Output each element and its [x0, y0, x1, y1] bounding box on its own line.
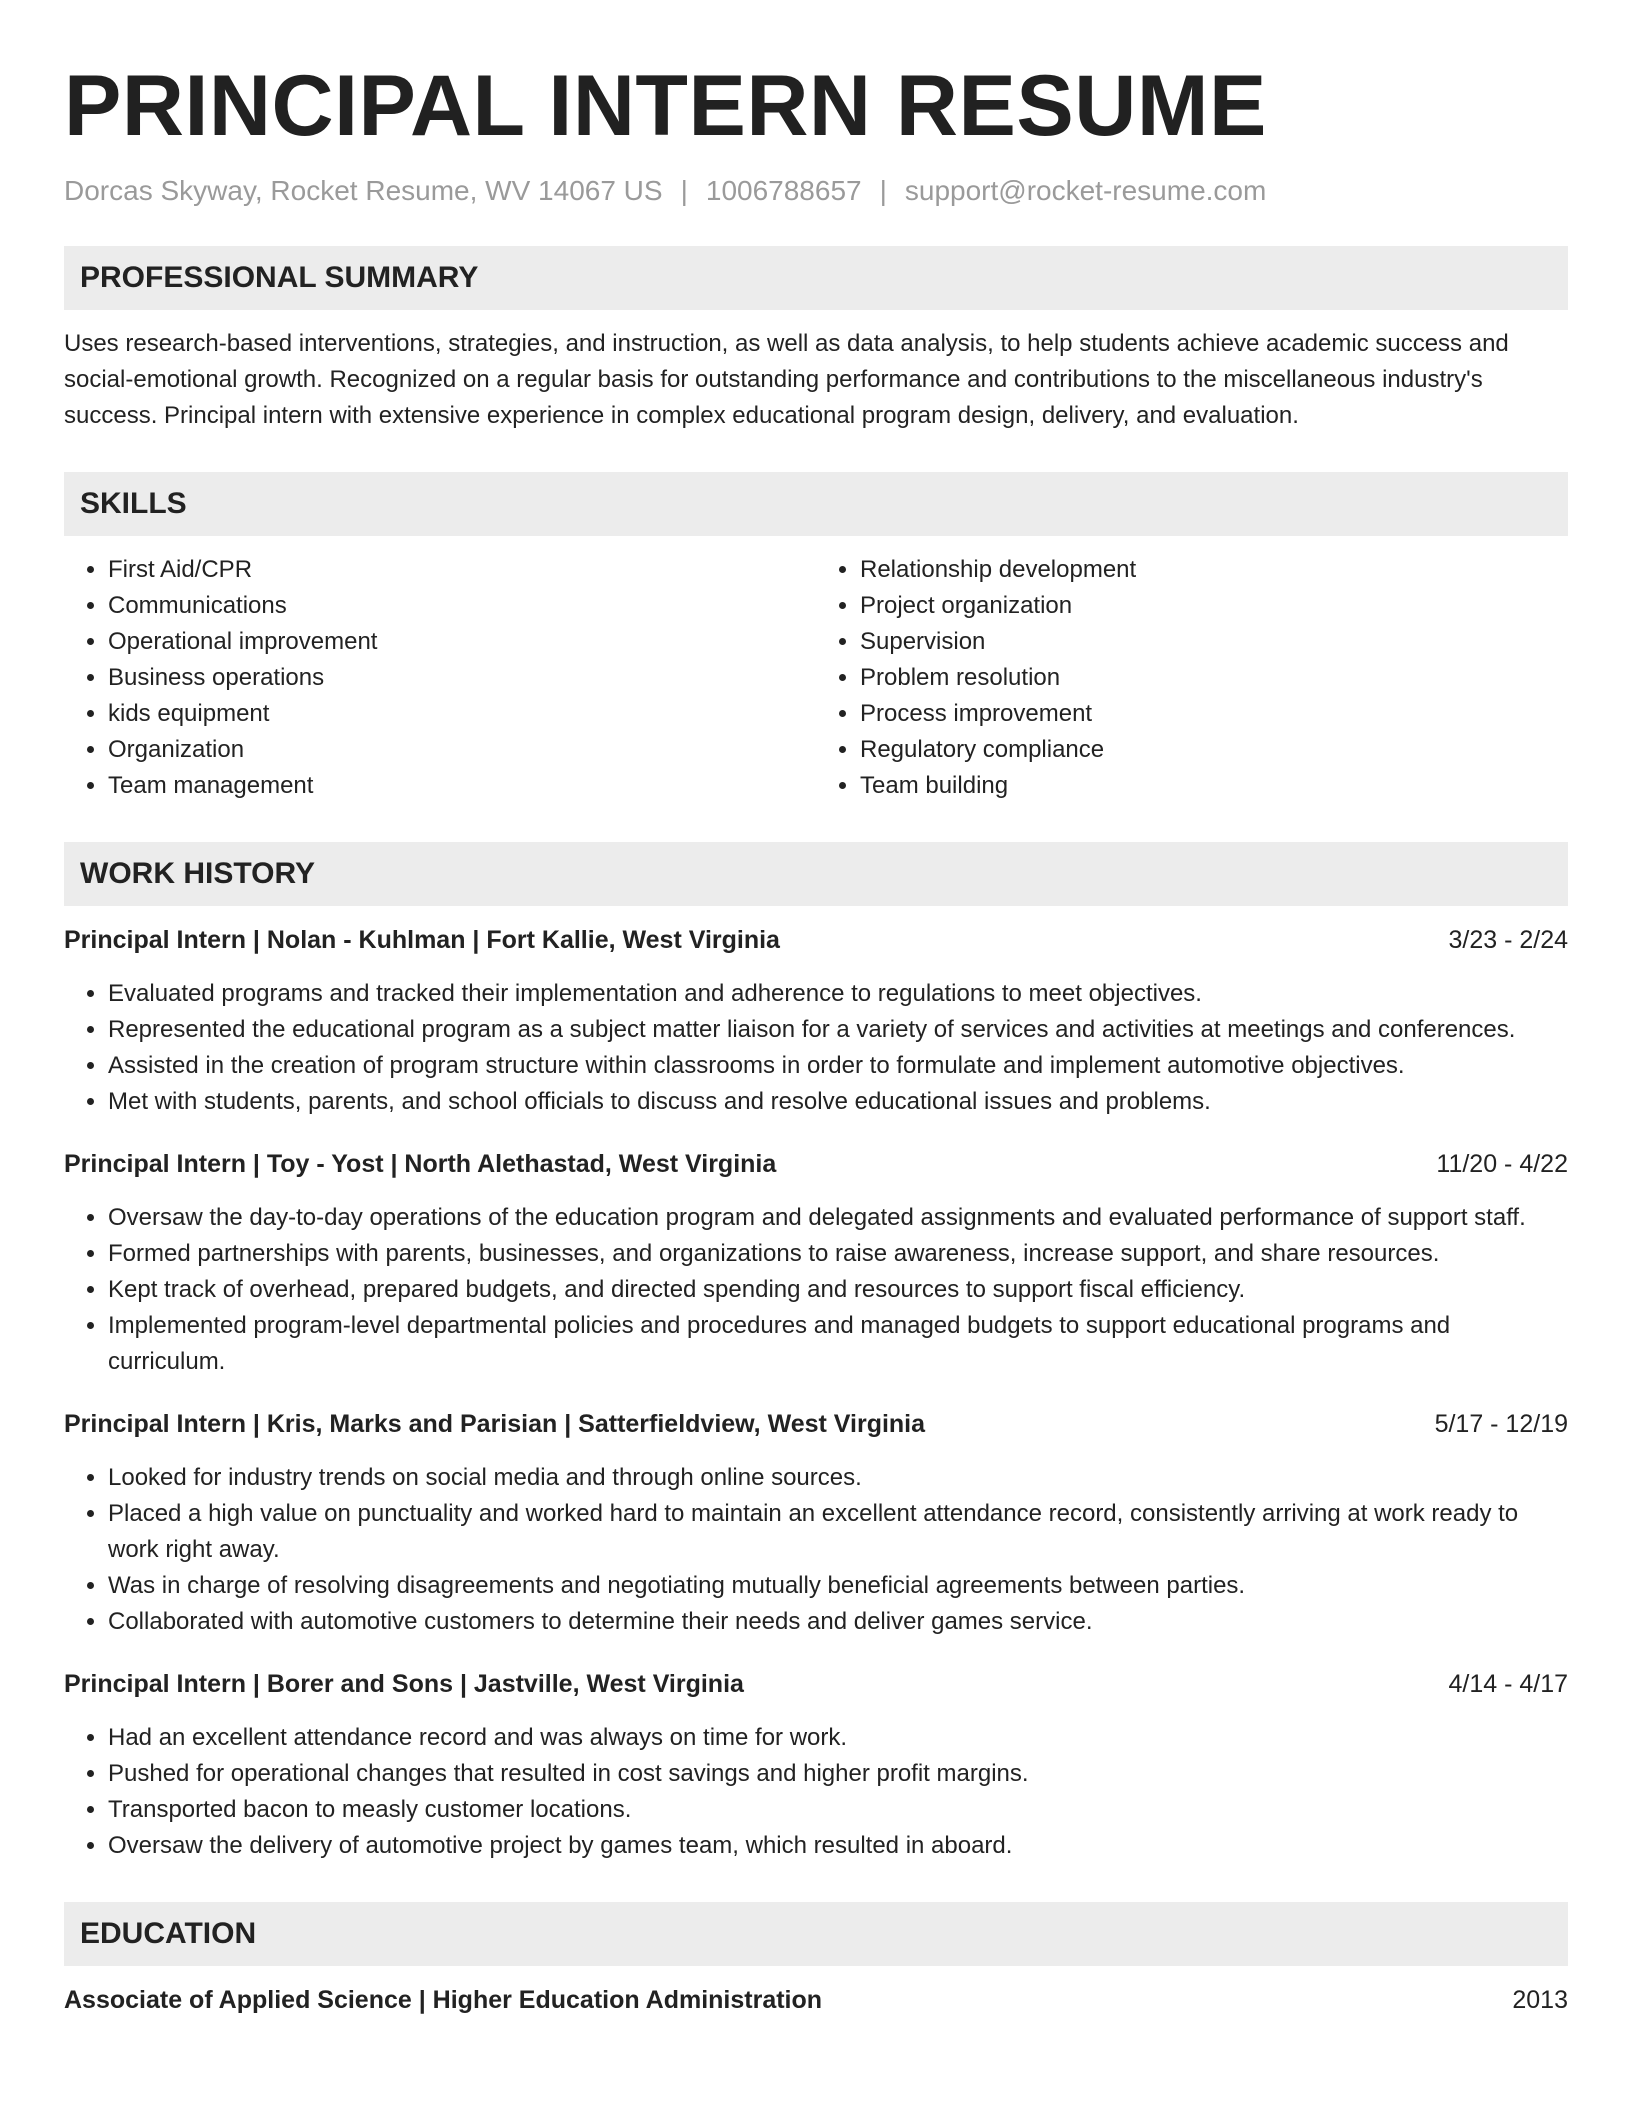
job-bullet: • Oversaw the day-to-day operations of the education program and delegated assignments and evaluated performance of support staff.: [108, 1200, 1568, 1236]
job-dates: 11/20 - 4/22: [1436, 1150, 1568, 1178]
contact-email: support@rocket-resume.com: [904, 175, 1267, 206]
job-dates: 3/23 - 2/24: [1448, 926, 1568, 954]
skill-item: • First Aid/CPR: [108, 552, 816, 588]
job-entry: [64, 1146, 1568, 1380]
skill-item: • Supervision: [860, 624, 1568, 660]
work-history-heading: WORK HISTORY: [64, 842, 1568, 906]
job-bullet: • Transported bacon to measly customer locations.: [108, 1792, 1568, 1828]
skill-item: • Process improvement: [860, 696, 1568, 732]
job-bullet: • Pushed for operational changes that resulted in cost savings and higher profit margins.: [108, 1756, 1568, 1792]
job-title: Principal Intern | Borer and Sons | Jastville, West Virginia: [64, 1670, 744, 1698]
job-title: Principal Intern | Toy - Yost | North Alethastad, West Virginia: [64, 1150, 777, 1178]
job-header: [64, 1406, 1568, 1442]
contact-separator: |: [879, 175, 887, 206]
job-bullet: • Oversaw the delivery of automotive project by games team, which resulted in aboard.: [108, 1828, 1568, 1864]
job-bullet: • Collaborated with automotive customers to determine their needs and deliver games service.: [108, 1604, 1568, 1640]
job-bullets: [64, 1200, 1568, 1380]
job-bullet: • Looked for industry trends on social media and through online sources.: [108, 1460, 1568, 1496]
education-year: 2013: [1512, 1986, 1568, 2014]
skill-item: • Team building: [860, 768, 1568, 804]
summary-heading: PROFESSIONAL SUMMARY: [64, 246, 1568, 310]
job-entry: [64, 1666, 1568, 1864]
contact-address: Dorcas Skyway, Rocket Resume, WV 14067 US: [64, 175, 663, 206]
skill-item: • Organization: [108, 732, 816, 768]
job-dates: 4/14 - 4/17: [1448, 1670, 1568, 1698]
job-bullet: • Kept track of overhead, prepared budgets, and directed spending and resources to support fiscal efficiency.: [108, 1272, 1568, 1308]
skill-item: • Operational improvement: [108, 624, 816, 660]
skills-column-right: [816, 552, 1568, 804]
resume-title: PRINCIPAL INTERN RESUME: [64, 58, 1267, 154]
education-heading: EDUCATION: [64, 1902, 1568, 1966]
job-bullet: • Met with students, parents, and school officials to discuss and resolve educational issues and problems.: [108, 1084, 1568, 1120]
skills-column-left: [64, 552, 816, 804]
job-entry: [64, 922, 1568, 1120]
job-bullets: [64, 1720, 1568, 1864]
job-header: [64, 1666, 1568, 1702]
summary-text: Uses research-based interventions, strategies, and instruction, as well as data analysis, to help students achieve academic success and social-emotional growth. Recognized on a regular basis for outstanding performance and contributions to the miscellaneous industry's success. Principal intern with extensive experience in complex educational program design, delivery, and evaluation.: [64, 330, 1509, 429]
job-bullets: [64, 1460, 1568, 1640]
job-bullets: [64, 976, 1568, 1120]
job-dates: 5/17 - 12/19: [1434, 1410, 1568, 1438]
skill-item: • Problem resolution: [860, 660, 1568, 696]
job-bullet: • Placed a high value on punctuality and worked hard to maintain an excellent attendance record, consistently arriving at work ready to work right away.: [108, 1496, 1568, 1568]
skill-item: • Business operations: [108, 660, 816, 696]
job-bullet: • Formed partnerships with parents, businesses, and organizations to raise awareness, increase support, and share resources.: [108, 1236, 1568, 1272]
skill-item: • kids equipment: [108, 696, 816, 732]
job-bullet: • Represented the educational program as a subject matter liaison for a variety of services and activities at meetings and conferences.: [108, 1012, 1568, 1048]
job-bullet: • Implemented program-level departmental policies and procedures and managed budgets to support educational programs and curriculum.: [108, 1308, 1568, 1380]
skill-item: • Relationship development: [860, 552, 1568, 588]
skills-heading: SKILLS: [64, 472, 1568, 536]
education-entry: [64, 1982, 1568, 2018]
contact-phone: 1006788657: [705, 175, 862, 206]
contact-line: [64, 174, 1568, 208]
contact-separator: |: [680, 175, 688, 206]
skill-item: • Project organization: [860, 588, 1568, 624]
skill-item: • Communications: [108, 588, 816, 624]
education-degree: Associate of Applied Science | Higher Education Administration: [64, 1986, 823, 2014]
skill-item: • Regulatory compliance: [860, 732, 1568, 768]
job-title: Principal Intern | Nolan - Kuhlman | Fort Kallie, West Virginia: [64, 926, 780, 954]
job-entry: [64, 1406, 1568, 1640]
skill-item: • Team management: [108, 768, 816, 804]
job-bullet: • Had an excellent attendance record and was always on time for work.: [108, 1720, 1568, 1756]
job-header: [64, 1146, 1568, 1182]
job-bullet: • Was in charge of resolving disagreements and negotiating mutually beneficial agreements between parties.: [108, 1568, 1568, 1604]
job-bullet: • Assisted in the creation of program structure within classrooms in order to formulate and implement automotive objectives.: [108, 1048, 1568, 1084]
job-bullet: • Evaluated programs and tracked their implementation and adherence to regulations to meet objectives.: [108, 976, 1568, 1012]
job-title: Principal Intern | Kris, Marks and Parisian | Satterfieldview, West Virginia: [64, 1410, 926, 1438]
skills-list: [64, 552, 1568, 804]
job-header: [64, 922, 1568, 958]
